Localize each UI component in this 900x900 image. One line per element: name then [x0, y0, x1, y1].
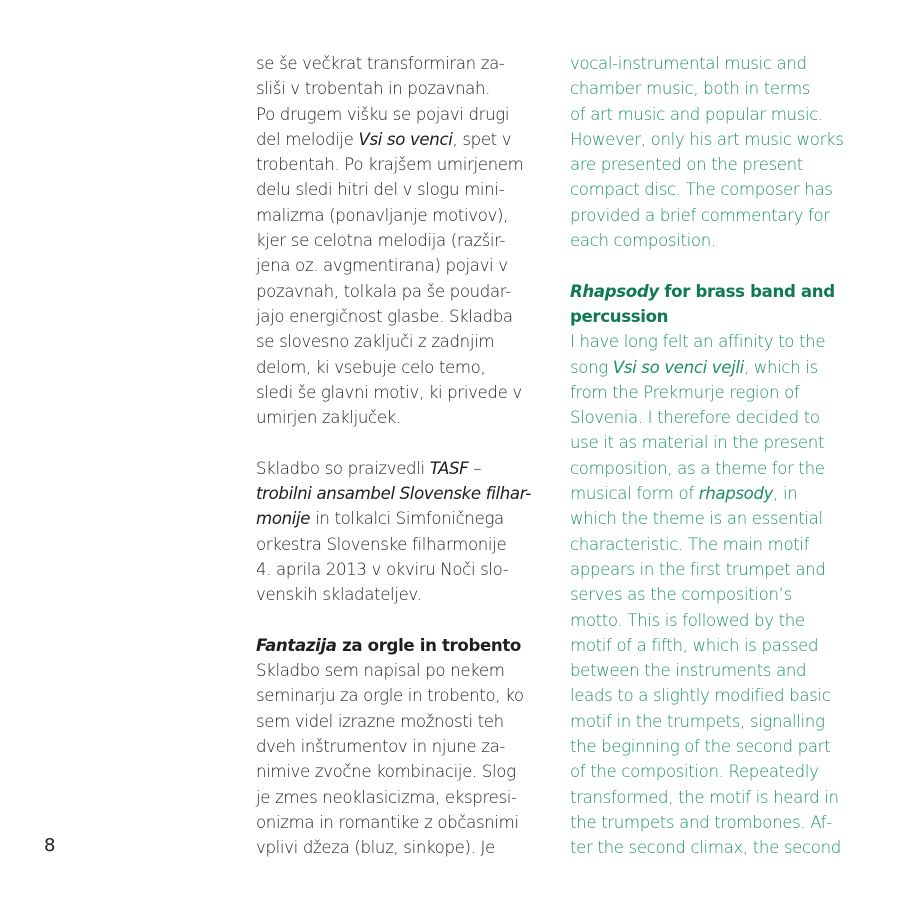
text-line	[570, 102, 844, 127]
text-segment: compact disc. The composer has	[570, 180, 833, 200]
text-line	[256, 102, 531, 127]
text-line	[570, 759, 844, 784]
text-line	[256, 582, 531, 607]
text-line	[570, 658, 844, 683]
text-segment: trobentah. Po krajšem umirjenem	[256, 155, 524, 175]
text-segment: delu sledi hitri del v slogu mini-	[256, 180, 505, 200]
text-segment: jajo energičnost glasbe. Skladba	[256, 306, 513, 326]
text-segment: leads to a slightly modified basic	[570, 686, 831, 706]
text-segment: onizma in romantike z občasnimi	[256, 812, 519, 832]
text-segment: each composition.	[570, 231, 716, 251]
page-number: 8	[44, 835, 56, 856]
text-line	[256, 127, 531, 152]
text-segment: umirjen zaključek.	[256, 408, 401, 428]
text-line	[256, 253, 531, 278]
text-line	[256, 152, 531, 177]
text-line	[256, 608, 531, 633]
text-line	[570, 405, 844, 430]
text-line	[256, 835, 531, 860]
text-segment: del melodije	[256, 129, 359, 149]
text-line	[570, 608, 844, 633]
text-segment: trobilni ansambel Slovenske filhar-	[256, 484, 531, 504]
text-line	[256, 456, 531, 481]
text-segment: monije	[256, 509, 311, 529]
text-line	[256, 430, 531, 455]
text-segment: of art music and popular music.	[570, 104, 823, 124]
text-segment: malizma (ponavljanje motivov),	[256, 205, 509, 225]
text-segment: dveh inštrumentov in njune za-	[256, 737, 506, 757]
text-line	[256, 355, 531, 380]
text-segment: song	[570, 357, 613, 377]
text-segment: However, only his art music works	[570, 129, 844, 149]
section-heading-text: Rhapsody	[570, 281, 659, 301]
text-segment: sliši v trobentah in pozavnah.	[256, 79, 491, 99]
text-line	[570, 76, 844, 101]
text-segment: vocal-instrumental music and	[570, 54, 807, 73]
text-line	[256, 709, 531, 734]
text-segment: venskih skladateljev.	[256, 585, 422, 605]
text-segment: , spet v	[452, 129, 512, 149]
text-line	[570, 456, 844, 481]
text-segment: jena oz. avgmentirana) pojavi v	[256, 256, 508, 276]
text-segment: in tolkalci Simfoničnega	[310, 509, 504, 529]
text-line	[256, 683, 531, 708]
text-line	[256, 481, 531, 506]
text-segment: –	[468, 458, 482, 478]
text-line	[570, 228, 844, 253]
text-segment: , which is	[743, 357, 818, 377]
text-segment: composition, as a theme for the	[570, 458, 825, 478]
text-line	[570, 785, 844, 810]
text-segment: seminarju za orgle in trobento, ko	[256, 686, 524, 706]
text-line	[570, 279, 844, 304]
text-segment: between the instruments and	[570, 661, 807, 681]
text-line	[256, 785, 531, 810]
text-segment: TASF	[429, 458, 469, 478]
text-line	[570, 810, 844, 835]
text-line	[256, 658, 531, 683]
text-line	[256, 228, 531, 253]
text-line	[256, 532, 531, 557]
text-line	[256, 506, 531, 531]
text-line	[256, 304, 531, 329]
text-segment: are presented on the present	[570, 155, 803, 175]
text-segment: the trumpets and trombones. Af-	[570, 812, 832, 832]
text-segment: I have long felt an affinity to the	[570, 332, 826, 352]
text-line	[256, 203, 531, 228]
text-segment: orkestra Slovenske filharmonije	[256, 534, 507, 554]
text-line	[256, 51, 531, 76]
text-segment: se še večkrat transformiran za-	[256, 54, 505, 73]
text-line	[256, 759, 531, 784]
section-heading-text: Fantazija	[256, 635, 337, 655]
text-line	[256, 76, 531, 101]
text-segment: musical form of	[570, 484, 699, 504]
text-line	[570, 430, 844, 455]
section-heading-text: za orgle in trobento	[336, 635, 521, 655]
text-segment: Po drugem višku se pojavi drugi	[256, 104, 510, 124]
text-segment: Vsi so venci	[358, 129, 453, 149]
text-line	[570, 481, 844, 506]
text-line	[570, 152, 844, 177]
text-line	[256, 557, 531, 582]
section-heading-text: percussion	[570, 306, 669, 326]
text-line	[570, 355, 844, 380]
text-segment: vplivi džeza (bluz, sinkope). Je	[256, 838, 495, 858]
text-line	[570, 253, 844, 278]
text-line	[570, 304, 844, 329]
text-line	[570, 582, 844, 607]
text-line	[256, 734, 531, 759]
text-segment: from the Prekmurje region of	[570, 382, 800, 402]
text-line	[570, 709, 844, 734]
english-text-column	[570, 51, 844, 861]
text-segment: motif in the trumpets, signalling	[570, 711, 825, 731]
text-line	[570, 380, 844, 405]
text-line	[570, 203, 844, 228]
text-segment: characteristic. The main motif	[570, 534, 810, 554]
text-segment: sledi še glavni motiv, ki privede v	[256, 382, 522, 402]
text-line	[570, 177, 844, 202]
text-line	[570, 127, 844, 152]
text-line	[570, 734, 844, 759]
text-segment: kjer se celotna melodija (razšir-	[256, 231, 506, 251]
text-segment: , in	[773, 484, 798, 504]
section-heading-text: for brass band and	[658, 281, 835, 301]
text-segment: Slovenia. I therefore decided to	[570, 408, 820, 428]
text-line	[570, 532, 844, 557]
text-segment: use it as material in the present	[570, 433, 825, 453]
text-line	[256, 810, 531, 835]
text-line	[570, 329, 844, 354]
text-segment: Skladbo so praizvedli	[256, 458, 430, 478]
text-segment: motto. This is followed by the	[570, 610, 805, 630]
slovene-text-column	[256, 51, 531, 861]
text-segment: delom, ki vsebuje celo temo,	[256, 357, 486, 377]
text-segment: Skladbo sem napisal po nekem	[256, 661, 505, 681]
text-segment: Vsi so venci vejli	[612, 357, 744, 377]
text-line	[256, 405, 531, 430]
text-segment: ter the second climax, the second	[570, 838, 841, 858]
text-segment: of the composition. Repeatedly	[570, 762, 819, 782]
text-segment: pozavnah, tolkala pa še poudar-	[256, 281, 511, 301]
text-segment: transformed, the motif is heard in	[570, 787, 839, 807]
text-line	[256, 279, 531, 304]
text-segment: je zmes neoklasicizma, ekspresi-	[256, 787, 517, 807]
text-line	[256, 380, 531, 405]
text-segment: provided a brief commentary for	[570, 205, 830, 225]
text-segment: 4. aprila 2013 v okviru Noči slo-	[256, 559, 509, 579]
text-segment: chamber music, both in terms	[570, 79, 811, 99]
text-line	[570, 51, 844, 76]
text-line	[570, 557, 844, 582]
text-segment: the beginning of the second part	[570, 737, 831, 757]
text-segment: appears in the first trumpet and	[570, 559, 826, 579]
text-line	[570, 835, 844, 860]
text-line	[256, 633, 531, 658]
text-segment: nimive zvočne kombinacije. Slog	[256, 762, 516, 782]
text-line	[570, 633, 844, 658]
text-line	[570, 506, 844, 531]
text-segment: serves as the composition’s	[570, 585, 792, 605]
text-segment: motif of a fifth, which is passed	[570, 635, 819, 655]
text-segment: sem videl izrazne možnosti teh	[256, 711, 504, 731]
text-line	[570, 683, 844, 708]
text-segment: which the theme is an essential	[570, 509, 823, 529]
text-line	[256, 177, 531, 202]
text-segment: rhapsody	[698, 484, 774, 504]
text-segment: se slovesno zaključi z zadnjim	[256, 332, 495, 352]
text-line	[256, 329, 531, 354]
